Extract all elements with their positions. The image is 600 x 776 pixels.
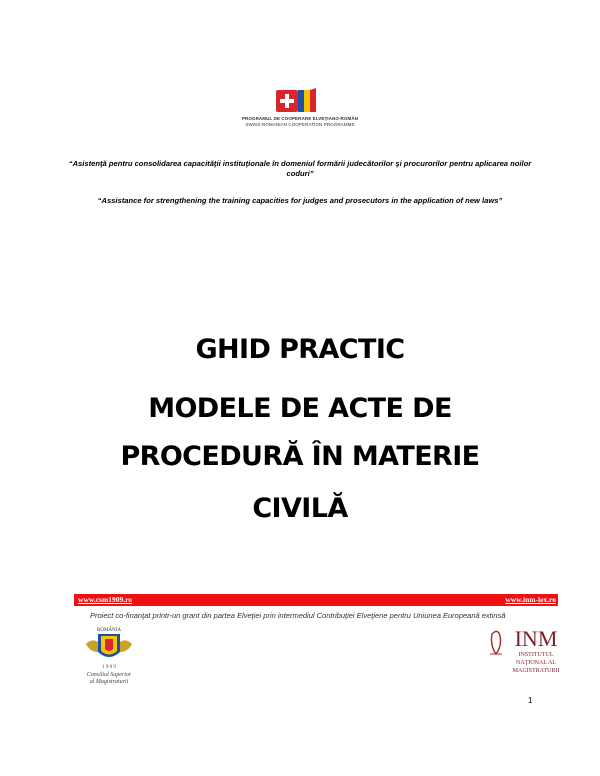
project-title-ro: “Asistenţă pentru consolidarea capacităţii instituţionale în domeniul formării judecătorilor şi procurorilor pentru aplicarea noilor coduri” <box>68 159 532 178</box>
inm-line-1: INSTITUTUL <box>518 652 554 658</box>
csm-name-line-2: al Magistraturii <box>89 679 129 685</box>
inm-line-3: MAGISTRATURII <box>512 668 560 674</box>
document-title-line-1: GHID PRACTIC <box>195 334 405 365</box>
footer-red-bar <box>74 594 558 606</box>
program-name-ro: PROGRAMUL DE COOPERARE ELVEŢIANO-ROMÂN <box>241 116 359 121</box>
inm-logo <box>484 624 560 678</box>
csm-country: ROMÂNIA <box>97 628 121 633</box>
inm-line-2: NAŢIONAL AL <box>516 660 556 666</box>
inm-website-link[interactable]: www.inm-lex.ro <box>505 595 556 604</box>
csm-logo <box>74 624 144 686</box>
document-title-line-2: MODELE DE ACTE DE <box>148 393 452 424</box>
inm-mark: INM <box>514 626 558 651</box>
inm-emblem-icon <box>484 624 560 678</box>
swiss-romanian-program-logo <box>276 88 318 114</box>
project-title-en: “Assistance for strengthening the training capacities for judges and prosecutors in the application of new laws” <box>97 196 503 205</box>
csm-emblem-icon <box>74 624 144 686</box>
csm-website-link[interactable]: www.csm1909.ro <box>78 595 133 604</box>
csm-name-line-1: Consiliul Superior <box>86 672 132 678</box>
document-title-line-3: PROCEDURĂ ÎN MATERIE <box>120 441 480 472</box>
csm-year: 1 9 0 9 <box>102 665 116 670</box>
program-name-en: SWISS-ROMANIAN COOPERATION PROGRAMME <box>245 122 355 127</box>
page-number: 1 <box>528 696 533 705</box>
funding-note: Proiect co-finanţat printr-un grant din partea Elveţiei prin intermediul Contribuţiei Elveţiene pentru Uniunea Europeană extinsă <box>90 611 506 620</box>
document-title-line-4: CIVILĂ <box>252 493 348 524</box>
